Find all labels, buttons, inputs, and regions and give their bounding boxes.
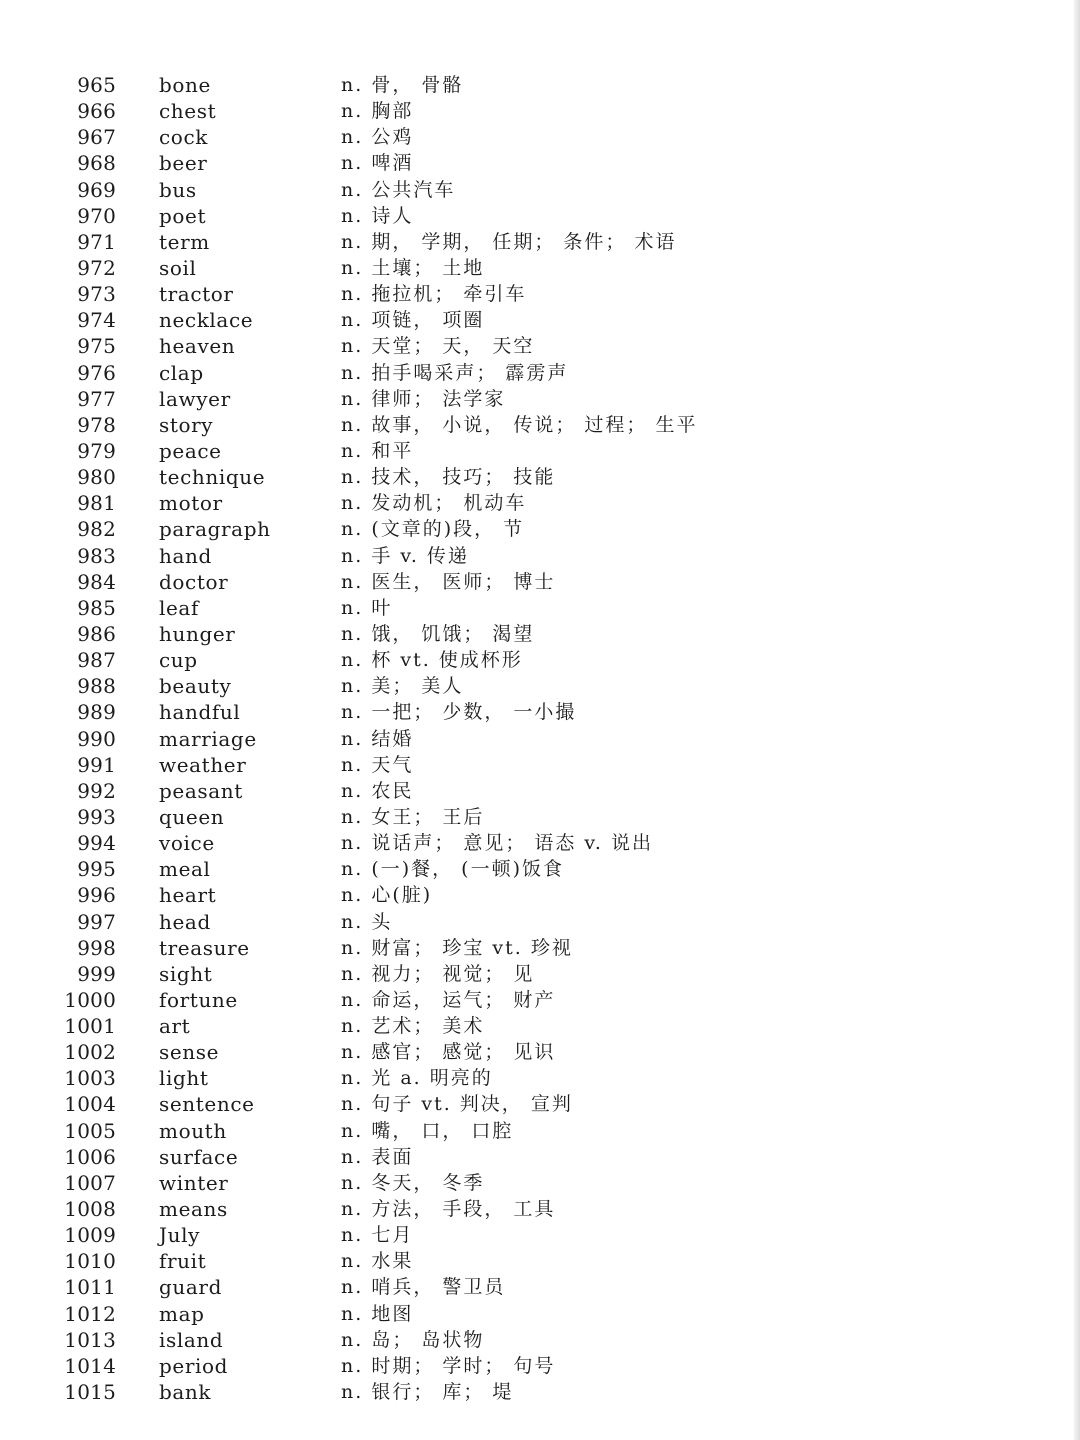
entry-definition: n. 故事， 小说， 传说； 过程； 生平	[341, 413, 698, 436]
vocabulary-list	[0, 72, 1060, 1405]
entry-number: 985	[77, 595, 116, 620]
vocab-row	[0, 909, 1060, 935]
entry-word: soil	[159, 255, 197, 280]
entry-definition: n. 岛； 岛状物	[341, 1328, 485, 1351]
entry-definition: n. 技术， 技巧； 技能	[341, 466, 556, 489]
entry-number: 1010	[64, 1249, 116, 1274]
entry-definition: n. 律师； 法学家	[341, 387, 506, 410]
entry-word: queen	[159, 804, 225, 829]
vocab-row	[0, 438, 1060, 464]
entry-definition: n. 公共汽车	[341, 178, 456, 201]
entry-word: paragraph	[159, 517, 271, 542]
vocab-row	[0, 1379, 1060, 1405]
vocab-row	[0, 1118, 1060, 1144]
entry-word: meal	[159, 857, 211, 882]
entry-definition: n. 公鸡	[341, 126, 414, 149]
entry-definition: n. 地图	[341, 1302, 414, 1325]
entry-number: 980	[77, 465, 116, 490]
entry-definition: n. 嘴， 口， 口腔	[341, 1119, 514, 1142]
entry-word: hunger	[159, 621, 236, 646]
entry-definition: n. (文章的)段， 节	[341, 518, 525, 541]
vocab-row	[0, 1353, 1060, 1379]
vocab-row	[0, 882, 1060, 908]
entry-word: story	[159, 412, 214, 437]
entry-word: poet	[159, 203, 207, 228]
vocab-row	[0, 1091, 1060, 1117]
entry-word: light	[159, 1066, 209, 1091]
page-edge-shadow	[1074, 0, 1080, 1440]
entry-definition: n. 诗人	[341, 204, 414, 227]
entry-number: 1002	[64, 1040, 116, 1065]
entry-definition: n. 拖拉机； 牵引车	[341, 283, 527, 306]
entry-number: 1006	[64, 1144, 116, 1169]
entry-word: weather	[159, 752, 247, 777]
entry-number: 998	[77, 935, 116, 960]
vocab-row	[0, 1013, 1060, 1039]
vocab-row	[0, 543, 1060, 569]
vocab-row	[0, 752, 1060, 778]
vocab-row	[0, 333, 1060, 359]
entry-word: map	[159, 1301, 205, 1326]
entry-definition: n. 句子 vt. 判决， 宣判	[341, 1093, 573, 1116]
entry-definition: n. 说话声； 意见； 语态 v. 说出	[341, 832, 653, 855]
entry-definition: n. 一把； 少数， 一小撮	[341, 701, 577, 724]
entry-definition: n. 饿， 饥饿； 渴望	[341, 622, 535, 645]
entry-word: hand	[159, 543, 212, 568]
entry-number: 983	[77, 543, 116, 568]
entry-word: technique	[159, 465, 266, 490]
entry-number: 1003	[64, 1066, 116, 1091]
entry-word: peasant	[159, 778, 243, 803]
entry-word: necklace	[159, 308, 254, 333]
vocab-row	[0, 1039, 1060, 1065]
vocab-row	[0, 1274, 1060, 1300]
entry-number: 968	[77, 151, 116, 176]
entry-number: 997	[77, 909, 116, 934]
vocab-row	[0, 360, 1060, 386]
entry-definition: n. 和平	[341, 439, 414, 462]
vocab-row	[0, 961, 1060, 987]
entry-number: 992	[77, 778, 116, 803]
entry-number: 975	[77, 334, 116, 359]
entry-word: period	[159, 1353, 229, 1378]
entry-word: bus	[159, 177, 197, 202]
entry-definition: n. 视力； 视觉； 见	[341, 962, 535, 985]
entry-word: guard	[159, 1275, 222, 1300]
vocab-row	[0, 1170, 1060, 1196]
entry-definition: n. 银行； 库； 堤	[341, 1381, 514, 1404]
vocab-row	[0, 804, 1060, 830]
entry-definition: n. 手 v. 传递	[341, 544, 469, 567]
entry-word: art	[159, 1014, 191, 1039]
vocab-row	[0, 229, 1060, 255]
entry-number: 974	[77, 308, 116, 333]
entry-definition: n. 艺术； 美术	[341, 1015, 485, 1038]
vocab-row	[0, 673, 1060, 699]
entry-definition: n. 骨， 骨骼	[341, 74, 464, 96]
entry-definition: n. 啤酒	[341, 152, 414, 175]
entry-definition: n. 光 a. 明亮的	[341, 1067, 493, 1090]
entry-definition: n. 胸部	[341, 100, 414, 123]
entry-definition: n. 叶	[341, 596, 393, 619]
entry-number: 990	[77, 726, 116, 751]
entry-word: fruit	[159, 1249, 207, 1274]
vocab-row	[0, 830, 1060, 856]
entry-word: mouth	[159, 1118, 227, 1143]
entry-number: 1004	[64, 1092, 116, 1117]
entry-word: island	[159, 1327, 224, 1352]
entry-word: handful	[159, 700, 241, 725]
entry-definition: n. 时期； 学时； 句号	[341, 1354, 556, 1377]
entry-number: 1011	[64, 1275, 116, 1300]
entry-number: 969	[77, 177, 116, 202]
entry-definition: n. 土壤； 土地	[341, 256, 485, 279]
entry-number: 1000	[64, 987, 116, 1012]
entry-definition: n. 命运， 运气； 财产	[341, 988, 556, 1011]
entry-word: head	[159, 909, 211, 934]
entry-definition: n. 表面	[341, 1145, 414, 1168]
entry-definition: n. 发动机； 机动车	[341, 492, 527, 515]
entry-number: 1008	[64, 1197, 116, 1222]
entry-number: 979	[77, 438, 116, 463]
entry-word: bone	[159, 73, 211, 97]
entry-definition: n. 冬天， 冬季	[341, 1171, 485, 1194]
entry-number: 999	[77, 961, 116, 986]
entry-number: 989	[77, 700, 116, 725]
vocab-row	[0, 281, 1060, 307]
entry-definition: n. 杯 vt. 使成杯形	[341, 649, 523, 672]
vocab-row	[0, 856, 1060, 882]
entry-number: 993	[77, 804, 116, 829]
entry-definition: n. 水果	[341, 1250, 414, 1273]
entry-definition: n. (一)餐， (一顿)饭食	[341, 858, 565, 881]
vocab-row	[0, 621, 1060, 647]
vocab-row	[0, 98, 1060, 124]
vocab-row	[0, 647, 1060, 673]
vocab-row	[0, 150, 1060, 176]
vocab-row	[0, 1065, 1060, 1091]
entry-word: heaven	[159, 334, 236, 359]
entry-number: 981	[77, 491, 116, 516]
vocab-row	[0, 1222, 1060, 1248]
entry-definition: n. 财富； 珍宝 vt. 珍视	[341, 936, 573, 959]
entry-word: fortune	[159, 987, 238, 1012]
entry-number: 996	[77, 883, 116, 908]
entry-number: 984	[77, 569, 116, 594]
entry-word: tractor	[159, 282, 234, 307]
entry-number: 970	[77, 203, 116, 228]
vocab-row	[0, 412, 1060, 438]
vocab-row	[0, 464, 1060, 490]
entry-definition: n. 农民	[341, 779, 414, 802]
entry-definition: n. 头	[341, 910, 393, 933]
entry-definition: n. 七月	[341, 1224, 414, 1247]
entry-number: 995	[77, 857, 116, 882]
entry-definition: n. 天气	[341, 753, 414, 776]
vocab-row	[0, 72, 1060, 98]
vocab-row	[0, 1327, 1060, 1353]
entry-word: sentence	[159, 1092, 255, 1117]
vocab-row	[0, 490, 1060, 516]
entry-definition: n. 感官； 感觉； 见识	[341, 1041, 556, 1064]
entry-word: July	[159, 1223, 200, 1248]
vocab-row	[0, 307, 1060, 333]
vocab-row	[0, 516, 1060, 542]
entry-number: 987	[77, 648, 116, 673]
vocab-row	[0, 987, 1060, 1013]
entry-number: 986	[77, 621, 116, 646]
vocab-row	[0, 124, 1060, 150]
entry-word: leaf	[159, 595, 199, 620]
entry-definition: n. 天堂； 天， 天空	[341, 335, 535, 358]
vocab-row	[0, 935, 1060, 961]
entry-definition: n. 美； 美人	[341, 675, 464, 698]
vocab-row	[0, 569, 1060, 595]
vocab-row	[0, 1144, 1060, 1170]
entry-word: sense	[159, 1040, 220, 1065]
vocab-row	[0, 1248, 1060, 1274]
entry-number: 1007	[64, 1170, 116, 1195]
entry-definition: n. 项链， 项圈	[341, 309, 485, 332]
entry-number: 988	[77, 674, 116, 699]
entry-number: 976	[77, 360, 116, 385]
entry-word: sight	[159, 961, 213, 986]
entry-definition: n. 心(脏)	[341, 884, 433, 907]
entry-word: beer	[159, 151, 208, 176]
entry-number: 1014	[64, 1353, 116, 1378]
entry-number: 1015	[64, 1380, 116, 1405]
entry-word: means	[159, 1197, 228, 1222]
entry-word: motor	[159, 491, 223, 516]
vocab-row	[0, 1196, 1060, 1222]
entry-word: clap	[159, 360, 204, 385]
entry-word: term	[159, 229, 210, 254]
entry-word: heart	[159, 883, 217, 908]
entry-word: beauty	[159, 674, 232, 699]
vocab-row	[0, 778, 1060, 804]
entry-definition: n. 结婚	[341, 727, 414, 750]
entry-definition: n. 女王； 王后	[341, 805, 485, 828]
vocab-row	[0, 255, 1060, 281]
entry-word: peace	[159, 438, 222, 463]
entry-number: 982	[77, 517, 116, 542]
vocab-row	[0, 1301, 1060, 1327]
entry-definition: n. 方法， 手段， 工具	[341, 1198, 556, 1221]
vocab-row	[0, 386, 1060, 412]
entry-word: cock	[159, 125, 208, 150]
entry-number: 965	[77, 73, 116, 97]
entry-definition: n. 哨兵， 警卫员	[341, 1276, 506, 1299]
entry-word: voice	[159, 831, 215, 856]
entry-number: 1001	[64, 1014, 116, 1039]
entry-number: 1005	[64, 1118, 116, 1143]
entry-number: 967	[77, 125, 116, 150]
entry-word: lawyer	[159, 386, 231, 411]
vocab-row	[0, 726, 1060, 752]
entry-number: 972	[77, 255, 116, 280]
entry-number: 966	[77, 99, 116, 124]
entry-number: 991	[77, 752, 116, 777]
vocab-row	[0, 177, 1060, 203]
entry-number: 1012	[64, 1301, 116, 1326]
entry-definition: n. 医生， 医师； 博士	[341, 570, 556, 593]
entry-number: 971	[77, 229, 116, 254]
entry-number: 977	[77, 386, 116, 411]
entry-number: 978	[77, 412, 116, 437]
entry-word: winter	[159, 1170, 229, 1195]
entry-word: bank	[159, 1380, 212, 1405]
vocab-row	[0, 699, 1060, 725]
entry-word: doctor	[159, 569, 229, 594]
entry-word: cup	[159, 648, 198, 673]
entry-number: 1009	[64, 1223, 116, 1248]
entry-word: treasure	[159, 935, 250, 960]
vocab-row	[0, 595, 1060, 621]
entry-number: 1013	[64, 1327, 116, 1352]
entry-definition: n. 期， 学期， 任期； 条件； 术语	[341, 230, 677, 253]
entry-number: 994	[77, 831, 116, 856]
entry-word: surface	[159, 1144, 239, 1169]
entry-word: chest	[159, 99, 217, 124]
entry-definition: n. 拍手喝采声； 霹雳声	[341, 361, 569, 384]
entry-word: marriage	[159, 726, 257, 751]
vocab-row	[0, 203, 1060, 229]
entry-number: 973	[77, 282, 116, 307]
